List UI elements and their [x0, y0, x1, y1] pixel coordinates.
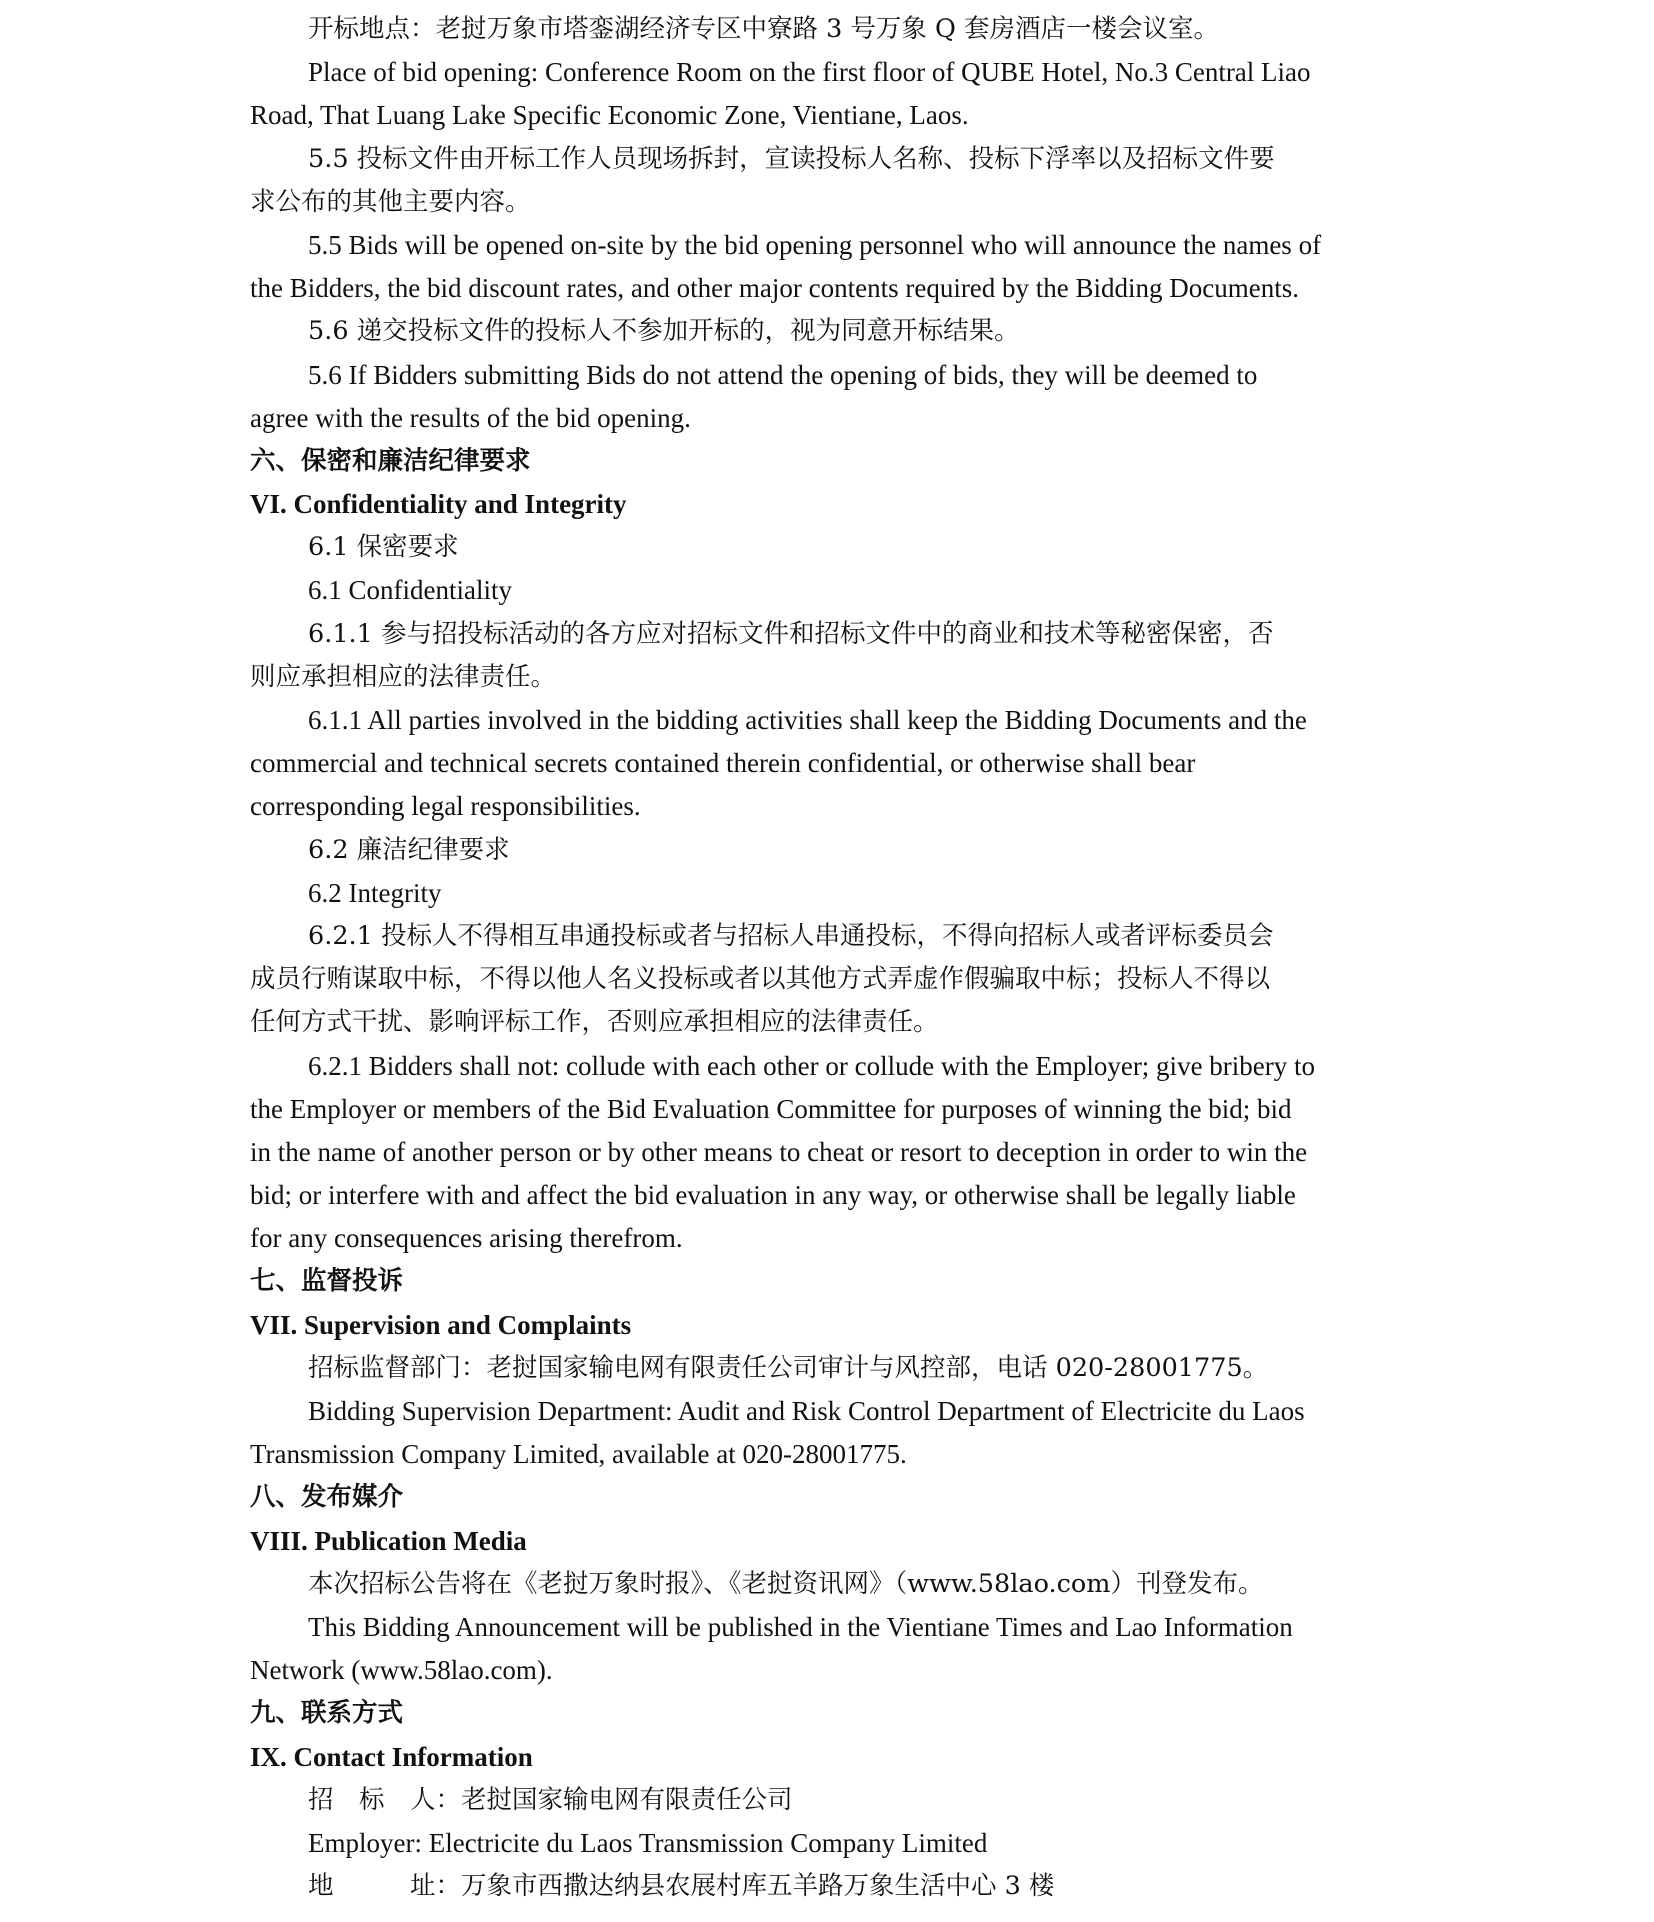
text-line: bid; or interfere with and affect the bid evaluation in any way, or otherwise shall be legally liable [250, 1180, 1296, 1211]
section-heading: 七、监督投诉 [250, 1266, 404, 1297]
text-line: 6.1.1 参与招投标活动的各方应对招标文件和招标文件中的商业和技术等秘密保密，否 [308, 618, 1274, 649]
text-line: agree with the results of the bid opening. [250, 402, 691, 433]
text-line: 6.1 保密要求 [308, 532, 459, 563]
section-heading: VI. Confidentiality and Integrity [250, 489, 627, 520]
section-heading: IX. Contact Information [250, 1741, 533, 1772]
text-line: 地 址：万象市西撒达纳县农展村库五羊路万象生活中心 3 楼 [308, 1871, 1055, 1902]
document-body [250, 8, 1400, 1908]
section-heading: VII. Supervision and Complaints [250, 1309, 632, 1340]
text-line: 6.2 Integrity [308, 877, 442, 908]
text-line: the Bidders, the bid discount rates, and other major contents required by the Bidding Documents. [250, 273, 1300, 304]
text-line: 6.2.1 Bidders shall not: collude with each other or collude with the Employer; give bribery to [308, 1050, 1316, 1081]
text-line: 6.2.1 投标人不得相互串通投标或者与招标人串通投标，不得向招标人或者评标委员会 [308, 920, 1274, 951]
section-heading: 八、发布媒介 [250, 1482, 404, 1513]
text-line: Bidding Supervision Department: Audit and Risk Control Department of Electricite du Laos [308, 1396, 1305, 1426]
text-line: 则应承担相应的法律责任。 [250, 661, 557, 692]
text-line: Transmission Company Limited, available at 020-28001775. [250, 1439, 907, 1470]
text-line: 招标监督部门：老挝国家输电网有限责任公司审计与风控部，电话 020-28001775。 [308, 1352, 1269, 1383]
text-line: 6.2 廉洁纪律要求 [308, 834, 510, 865]
text-line: 成员行贿谋取中标，不得以他人名义投标或者以其他方式弄虚作假骗取中标；投标人不得以 [250, 964, 1271, 995]
text-line: 5.5 Bids will be opened on-site by the bid opening personnel who will announce the names of [308, 229, 1322, 260]
section-heading: 九、联系方式 [250, 1698, 404, 1729]
text-line: 任何方式干扰、影响评标工作，否则应承担相应的法律责任。 [250, 1007, 939, 1038]
text-line: Road, That Luang Lake Specific Economic Zone, Vientiane, Laos. [250, 100, 969, 131]
text-line: Network (www.58lao.com). [250, 1655, 553, 1686]
text-line: Place of bid opening: Conference Room on the first floor of QUBE Hotel, No.3 Central Liao [308, 57, 1311, 88]
text-line: 开标地点：老挝万象市塔銮湖经济专区中寮路 3 号万象 Q 套房酒店一楼会议室。 [308, 14, 1220, 44]
text-line: 6.1.1 All parties involved in the bidding activities shall keep the Bidding Documents and the [308, 705, 1307, 735]
text-line: 5.6 递交投标文件的投标人不参加开标的，视为同意开标结果。 [308, 316, 1020, 347]
text-line: 招 标 人：老挝国家输电网有限责任公司 [308, 1784, 793, 1815]
text-line: commercial and technical secrets contained therein confidential, or otherwise shall bear [250, 748, 1196, 779]
text-line: 6.1 Confidentiality [308, 575, 512, 606]
section-heading: 六、保密和廉洁纪律要求 [250, 445, 531, 476]
text-line: 5.6 If Bidders submitting Bids do not attend the opening of bids, they will be deemed to [308, 359, 1258, 390]
text-line: in the name of another person or by other means to cheat or resort to deception in order to win the [250, 1136, 1308, 1167]
text-line: 5.5 投标文件由开标工作人员现场拆封，宣读投标人名称、投标下浮率以及招标文件要 [308, 143, 1275, 174]
text-line: corresponding legal responsibilities. [250, 791, 641, 822]
text-line: This Bidding Announcement will be published in the Vientiane Times and Lao Information [308, 1611, 1293, 1642]
section-heading: VIII. Publication Media [250, 1525, 527, 1556]
text-line: 求公布的其他主要内容。 [250, 186, 531, 217]
text-line: 本次招标公告将在《老挝万象时报》、《老挝资讯网》（www.58lao.com）刊登发布。 [308, 1568, 1264, 1599]
text-line: for any consequences arising therefrom. [250, 1223, 683, 1254]
text-line: the Employer or members of the Bid Evaluation Committee for purposes of winning the bid; bid [250, 1093, 1292, 1124]
text-line: Employer: Electricite du Laos Transmission Company Limited [308, 1827, 988, 1858]
